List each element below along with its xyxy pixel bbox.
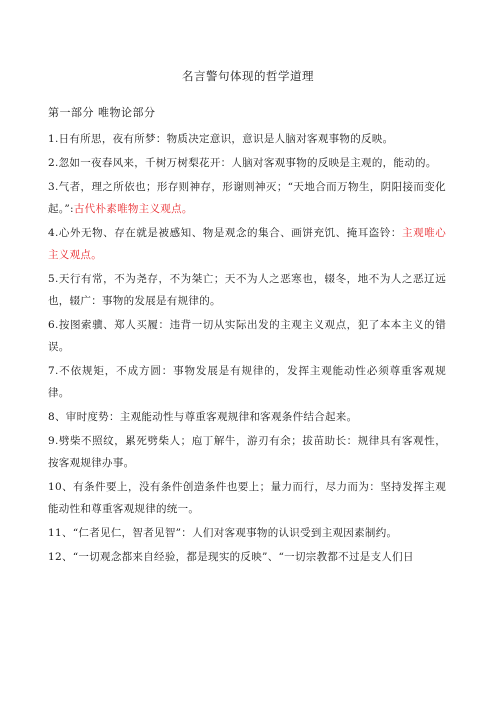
section-heading: 第一部分 唯物论部分: [48, 106, 156, 119]
item-highlight: 古代朴素唯物主义观点。: [73, 203, 193, 215]
item-text: 12、“一切观念都来自经验，都是现实的反映”、“一切宗教都不过是支人们日: [48, 551, 414, 563]
list-item: [48, 430, 446, 474]
item-list: [48, 128, 446, 570]
list-item: [48, 222, 446, 266]
item-text: 2.忽如一夜春风来，千树万树梨花开：人脑对客观事物的反映是主观的，能动的。: [48, 157, 437, 169]
item-text: 4.心外无物、存在就是被感知、物是观念的集合、画饼充饥、掩耳盗铃：: [48, 227, 402, 239]
item-text: 6.按图索骥、郑人买履：违背一切从实际出发的主观主义观点，犯了本本主义的错误。: [48, 319, 446, 353]
list-item: 3.气者，理之所依也；形存则神存，形谢则神灭；“天地合而万物生，阴阳接而变化起。”:古代朴素唯物主义观点。: [48, 181, 446, 215]
document-title: 名言警句体现的哲学道理: [182, 69, 314, 83]
list-item: [48, 522, 446, 544]
item-text: 11、“仁者见仁，智者见智”：人们对客观事物的认识受到主观因素制约。: [48, 527, 398, 539]
item-text: 8、审时度势：主观能动性与尊重客观规律和客观条件结合起来。: [48, 411, 358, 423]
list-item: [48, 314, 446, 358]
item-text: 1.日有所思，夜有所梦：物质决定意识，意识是人脑对客观事物的反映。: [48, 133, 394, 145]
list-item: [48, 546, 446, 568]
list-item: [48, 152, 446, 174]
item-text: 3.气者，理之所依也；形存则神存，形谢则神灭；“天地合而万物生，阴阳接而变化起。”: [48, 181, 446, 215]
item-text: 10、有条件要上，没有条件创造条件也要上；量力而行，尽力而为：坚持发挥主观能动性和尊重客观规律的统一。: [48, 481, 446, 515]
item-highlight: 主观唯心主义观点。: [48, 227, 447, 261]
list-item: [48, 476, 446, 520]
list-item: [48, 360, 446, 404]
list-item: [48, 406, 446, 428]
item-text: 7.不依规矩，不成方圆：事物发展是有规律的，发挥主观能动性必须尊重客观规律。: [48, 365, 446, 399]
item-text: 5.天行有常，不为尧存，不为桀亡；天不为人之恶寒也，辍冬，地不为人之恶辽远也，辍广：事物的发展是有规律的。: [48, 273, 446, 307]
list-item: [48, 268, 446, 312]
item-text: 9.劈柴不照纹，累死劈柴人；庖丁解牛，游刃有余；拔苗助长：规律具有客观性，按客观规律办事。: [48, 435, 446, 469]
list-item: [48, 128, 446, 150]
